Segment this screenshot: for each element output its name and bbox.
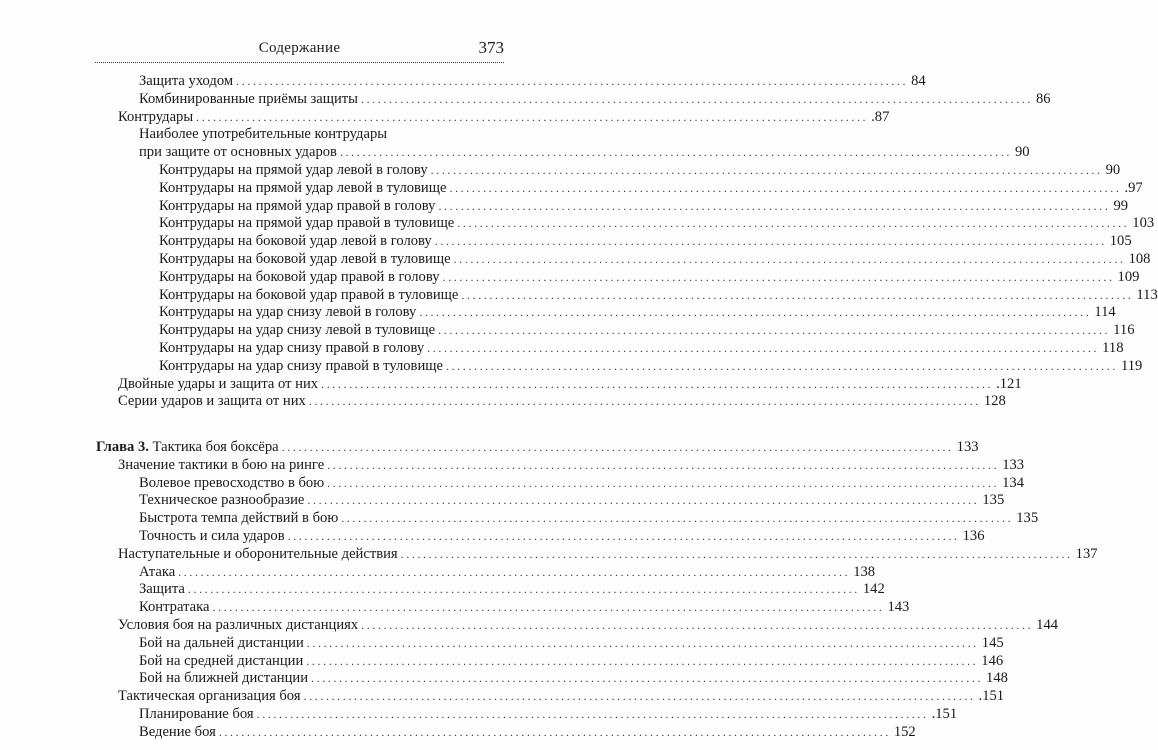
toc-entry bbox=[159, 233, 1132, 250]
header-page-number: 373 bbox=[478, 38, 504, 57]
toc-entry-page: 135 bbox=[982, 492, 1005, 509]
toc-entry-label: Ведение боя bbox=[139, 723, 216, 740]
toc-entry-page: .97 bbox=[1124, 179, 1143, 196]
toc-entry-label: Атака bbox=[139, 563, 176, 580]
toc-entry-label: Контрудары bbox=[118, 108, 194, 125]
toc-leader-dots: ........................................................................................................................ bbox=[236, 74, 909, 88]
toc-leader-dots: ........................................................................................................................ bbox=[187, 582, 860, 597]
toc-entry bbox=[139, 652, 1004, 670]
toc-entry-page: .151 bbox=[978, 688, 1005, 705]
toc-entry-page: 145 bbox=[981, 634, 1004, 651]
toc-leader-dots: ........................................................................................................................ bbox=[196, 109, 869, 124]
toc-entry-label: Планирование боя bbox=[139, 706, 254, 722]
toc-entry bbox=[139, 563, 876, 581]
toc-leader-dots: ........................................................................................................................ bbox=[434, 234, 1107, 249]
toc-chapter-label bbox=[96, 439, 279, 456]
toc-entry-page: 146 bbox=[981, 652, 1004, 669]
toc-leader-dots: ........................................................................................................................ bbox=[327, 475, 1000, 490]
toc-entry-label: Тактическая организация боя bbox=[118, 688, 301, 705]
toc-entry-label: Контрудары на удар снизу левой в голову bbox=[159, 304, 417, 321]
toc-leader-dots: ........................................................................................................................ bbox=[307, 493, 980, 508]
toc-entry-page: 90 bbox=[1105, 162, 1121, 178]
toc-entry bbox=[159, 357, 1143, 375]
toc-entry-page: 109 bbox=[1117, 268, 1140, 285]
toc-entry bbox=[139, 634, 1004, 652]
toc-entry bbox=[139, 144, 1030, 161]
toc-entry bbox=[159, 162, 1121, 179]
toc-entry-page: 138 bbox=[853, 563, 876, 580]
chapter-number: Глава 3. bbox=[96, 439, 149, 455]
running-header bbox=[95, 38, 504, 62]
toc-leader-dots: ........................................................................................................................ bbox=[419, 305, 1092, 320]
toc-entry-page: 105 bbox=[1109, 233, 1132, 250]
toc-leader-dots: ........................................................................................................................ bbox=[461, 287, 1134, 302]
toc-entry-page: 135 bbox=[1016, 510, 1039, 527]
toc-leader-dots: ........................................................................................................................ bbox=[438, 198, 1111, 213]
toc-entry-page: 133 bbox=[956, 439, 979, 455]
toc-entry-label: Контрудары на прямой удар правой в туловище bbox=[159, 215, 455, 232]
toc-entry bbox=[118, 688, 1005, 705]
toc-leader-dots: ........................................................................................................................ bbox=[212, 600, 885, 615]
toc-entry-page: 144 bbox=[1036, 617, 1059, 633]
toc-leader-dots: ........................................................................................................................ bbox=[303, 689, 976, 704]
toc-entry-page: .151 bbox=[931, 706, 958, 722]
toc-entry bbox=[118, 108, 890, 126]
toc-entry-label: Техническое разнообразие bbox=[139, 492, 305, 509]
toc-entry bbox=[139, 599, 910, 616]
toc-entry-label: Бой на ближней дистанции bbox=[139, 670, 309, 687]
chapter-title: Тактика боя боксёра bbox=[148, 439, 279, 455]
toc-entry bbox=[159, 322, 1135, 339]
toc-chapter-entry bbox=[96, 439, 979, 456]
toc-entry bbox=[159, 340, 1124, 357]
toc-entry-page: 148 bbox=[986, 670, 1008, 687]
toc-entry bbox=[118, 393, 1006, 410]
toc-leader-dots: ........................................................................................................................ bbox=[445, 358, 1118, 373]
toc-entry-label: Быстрота темпа действий в бою bbox=[139, 510, 339, 527]
toc-entry-page: .121 bbox=[996, 375, 1022, 392]
toc-leader-dots: ........................................................................................................................ bbox=[218, 724, 891, 739]
toc-entry-label: Контрудары на удар снизу левой в туловище bbox=[159, 322, 436, 339]
toc-entry-page: 136 bbox=[962, 528, 985, 544]
toc-leader-dots: ........................................................................................................................ bbox=[306, 635, 979, 650]
toc-entry-page: 103 bbox=[1132, 215, 1155, 232]
toc-entry bbox=[118, 456, 1025, 474]
toc-entry-label: Контрудары на боковой удар правой в туловище bbox=[159, 286, 459, 303]
toc-entry-label: Контрудары на прямой удар правой в голову bbox=[159, 197, 436, 214]
toc-entry-label: Контратака bbox=[139, 599, 210, 616]
toc-entry-label: Двойные удары и защита от них bbox=[118, 375, 319, 392]
toc-entry bbox=[139, 126, 503, 143]
toc-leader-dots: ........................................................................................................................ bbox=[311, 671, 984, 686]
toc-entry-page: 90 bbox=[1014, 144, 1030, 161]
toc-entry-page: .87 bbox=[871, 108, 890, 125]
toc-entry-page: 114 bbox=[1094, 304, 1116, 321]
toc-entry-label: при защите от основных ударов bbox=[139, 144, 337, 161]
toc-entry-label: Защита bbox=[139, 581, 185, 598]
toc-entry bbox=[139, 670, 1008, 687]
toc-entry bbox=[139, 723, 916, 741]
toc-entry-label: Контрудары на удар снизу правой в голову bbox=[159, 340, 425, 356]
toc-entry bbox=[159, 251, 1151, 268]
toc-entry-page: 84 bbox=[911, 73, 926, 89]
toc-entry-page: 143 bbox=[887, 599, 910, 616]
toc-leader-dots: ........................................................................................................................ bbox=[327, 457, 1000, 472]
toc-entry-page: 152 bbox=[893, 723, 916, 740]
toc-leader-dots: ........................................................................................................................ bbox=[430, 163, 1103, 177]
toc-entry-label: Комбинированные приёмы защиты bbox=[139, 90, 358, 107]
toc-entry bbox=[139, 73, 926, 90]
toc-entry-page: 118 bbox=[1102, 340, 1124, 356]
toc-entry bbox=[139, 706, 958, 723]
toc-entry bbox=[159, 304, 1116, 321]
toc-entry bbox=[139, 492, 1005, 509]
toc-leader-dots: ........................................................................................................................ bbox=[361, 91, 1033, 106]
header-divider bbox=[95, 62, 504, 63]
toc-entry-page: 119 bbox=[1120, 357, 1143, 374]
toc-leader-dots: ........................................................................................................................ bbox=[449, 180, 1122, 195]
toc-entry-label: Наиболее употребительные контрудары bbox=[139, 126, 388, 143]
toc-leader-dots: ........................................................................................................................ bbox=[442, 269, 1115, 284]
toc-entry bbox=[159, 215, 1155, 232]
toc-entry bbox=[139, 510, 1039, 527]
toc-leader-dots: ........................................................................................................................ bbox=[361, 618, 1034, 632]
toc-leader-dots: ........................................................................................................................ bbox=[453, 252, 1126, 266]
toc-entry bbox=[159, 179, 1143, 197]
toc-leader-dots: ........................................................................................................................ bbox=[427, 341, 1100, 355]
toc-leader-dots: ........................................................................................................................ bbox=[457, 216, 1130, 231]
toc-leader-dots: ........................................................................................................................ bbox=[178, 564, 851, 579]
toc-entry-label: Контрудары на боковой удар левой в туловище bbox=[159, 251, 451, 267]
toc-entry-label: Серии ударов и защита от них bbox=[118, 393, 306, 410]
toc-leader-dots: ........................................................................................................................ bbox=[281, 440, 954, 454]
toc-leader-dots: ........................................................................................................................ bbox=[256, 707, 929, 721]
toc-entry-label: Волевое превосходство в бою bbox=[139, 474, 325, 491]
toc-entry bbox=[159, 197, 1129, 215]
toc-entry-label: Контрудары на боковой удар левой в голову bbox=[159, 233, 432, 250]
toc-entry-label: Бой на средней дистанции bbox=[139, 652, 304, 669]
toc-entry bbox=[159, 286, 1158, 304]
toc-leader-dots: ........................................................................................................................ bbox=[308, 394, 981, 409]
toc-entry-label: Контрудары на удар снизу правой в туловище bbox=[159, 357, 443, 374]
toc-entry bbox=[139, 474, 1024, 492]
toc-entry-label: Точность и сила ударов bbox=[139, 528, 285, 544]
toc-leader-dots: ........................................................................................................................ bbox=[341, 511, 1014, 526]
toc-entry-page: 108 bbox=[1128, 251, 1151, 267]
toc-entry-page: 134 bbox=[1002, 474, 1024, 491]
toc-entry-page: 116 bbox=[1113, 322, 1135, 339]
toc-entry-page: 86 bbox=[1036, 90, 1051, 107]
toc-entry-label: Значение тактики в бою на ринге bbox=[118, 456, 325, 473]
toc-leader-dots: ........................................................................................................................ bbox=[400, 546, 1073, 561]
toc-entry-label: Контрудары на боковой удар правой в голову bbox=[159, 268, 440, 285]
toc-entry-page: 99 bbox=[1113, 197, 1129, 214]
toc-entry bbox=[118, 545, 1098, 563]
toc-entry-label: Бой на дальней дистанции bbox=[139, 634, 304, 651]
toc-entry bbox=[139, 90, 1051, 108]
toc-entry-label: Защита уходом bbox=[139, 73, 234, 89]
toc-entry-label: Контрудары на прямой удар левой в туловище bbox=[159, 179, 447, 196]
toc-entry-page: 142 bbox=[862, 581, 885, 598]
toc-entry-label: Контрудары на прямой удар левой в голову bbox=[159, 162, 428, 178]
toc-entry-page: 128 bbox=[983, 393, 1006, 410]
toc-entry-page: 113 bbox=[1136, 286, 1158, 303]
toc-entry-page: 133 bbox=[1002, 456, 1025, 473]
toc-leader-dots: ........................................................................................................................ bbox=[438, 323, 1111, 338]
toc-entry bbox=[159, 268, 1140, 286]
toc-leader-dots: ........................................................................................................................ bbox=[306, 653, 979, 668]
toc-entry bbox=[118, 375, 1022, 393]
toc-entry bbox=[139, 528, 985, 545]
toc-leader-dots: ........................................................................................................................ bbox=[339, 145, 1012, 160]
toc-entry bbox=[139, 581, 885, 598]
toc-entry-page: 137 bbox=[1075, 545, 1098, 562]
toc-entry-label: Условия боя на различных дистанциях bbox=[118, 617, 359, 633]
toc-entry bbox=[118, 617, 1059, 634]
toc-leader-dots: ........................................................................................................................ bbox=[321, 376, 994, 391]
header-title: Содержание bbox=[258, 40, 341, 56]
toc-entry-label: Наступательные и оборонительные действия bbox=[118, 545, 398, 562]
toc-leader-dots: ........................................................................................................................ bbox=[287, 529, 960, 543]
